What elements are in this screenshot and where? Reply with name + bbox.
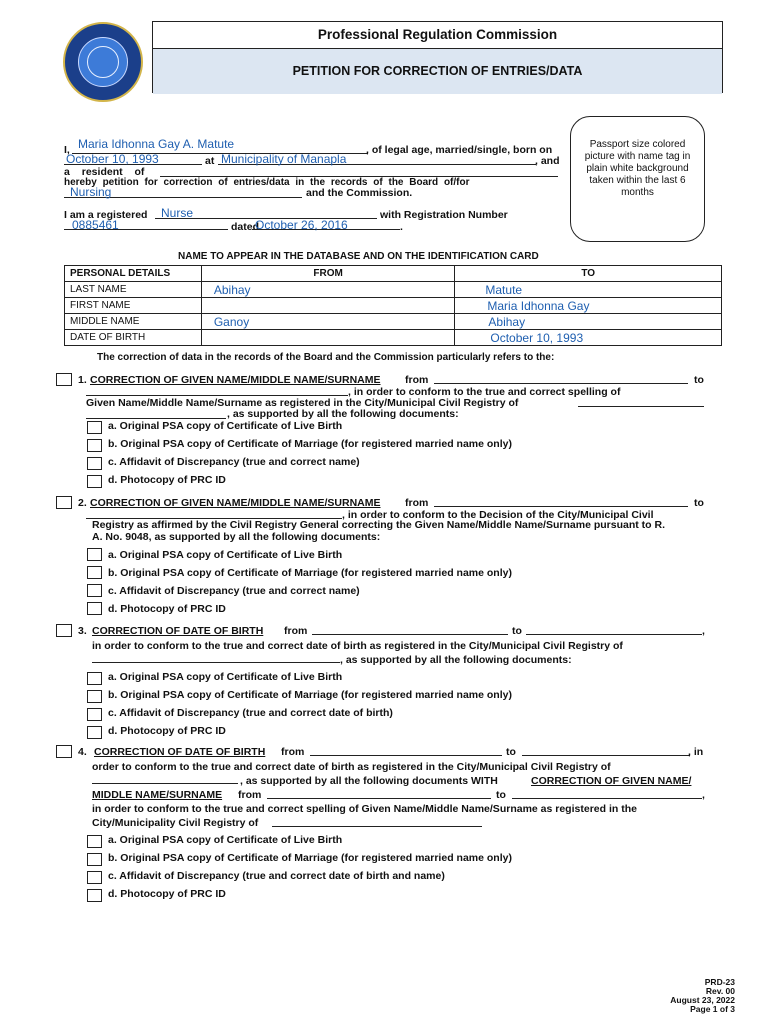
row-label: DATE OF BIRTH bbox=[65, 330, 202, 346]
from-cell[interactable]: Abihay bbox=[201, 282, 455, 298]
to-cell[interactable]: October 10, 1993 bbox=[455, 330, 722, 346]
sec4-doc-a-checkbox[interactable] bbox=[87, 835, 102, 848]
section-2-line4: A. No. 9048, as supported by all the following documents: bbox=[92, 531, 381, 543]
sec1-doc-c: c. Affidavit of Discrepancy (true and correct name) bbox=[108, 456, 360, 468]
sec3-doc-a-checkbox[interactable] bbox=[87, 672, 102, 685]
section-3-line2: in order to conform to the true and correct date of birth as registered in the City/Municipal Civil Registry of bbox=[92, 640, 623, 652]
petition-text: hereby petition for correction of entries/data in the records of the Board of/for bbox=[64, 177, 470, 188]
header-box bbox=[152, 21, 723, 93]
to-cell[interactable]: Matute bbox=[455, 282, 722, 298]
section-1-line4: , as supported by all the following documents: bbox=[227, 408, 459, 420]
revision-date: August 23, 2022 bbox=[670, 995, 735, 1005]
table-caption: NAME TO APPEAR IN THE DATABASE AND ON THE IDENTIFICATION CARD bbox=[178, 251, 539, 262]
and-text: , and bbox=[535, 155, 560, 167]
sec4-doc-c: c. Affidavit of Discrepancy (true and correct date of birth and name) bbox=[108, 870, 445, 882]
from-cell[interactable] bbox=[201, 298, 455, 314]
profession-value[interactable]: Nurse bbox=[161, 206, 194, 220]
section-4-from-line[interactable] bbox=[310, 755, 502, 756]
sec1-doc-a-checkbox[interactable] bbox=[87, 421, 102, 434]
period-text: . bbox=[400, 221, 403, 233]
section-2-from-line[interactable] bbox=[434, 506, 688, 507]
birth-place[interactable]: Municipality of Manapla bbox=[221, 152, 347, 166]
org-name: Professional Regulation Commission bbox=[153, 22, 722, 49]
section-4-line3a: , as supported by all the following documents WITH bbox=[240, 775, 498, 787]
section-2-from: from bbox=[405, 497, 429, 509]
section-1-line2: , in order to conform to the true and correct spelling of bbox=[348, 386, 621, 398]
section-4-name-to-line[interactable] bbox=[512, 798, 702, 799]
photo-placeholder bbox=[570, 116, 705, 242]
sec3-doc-b-checkbox[interactable] bbox=[87, 690, 102, 703]
section-4-line6: City/Municipality Civil Registry of bbox=[92, 817, 259, 829]
petitioner-name[interactable]: Maria Idhonna Gay A. Matute bbox=[78, 137, 235, 151]
sec2-doc-c-checkbox[interactable] bbox=[87, 584, 102, 597]
board-value[interactable]: Nursing bbox=[70, 185, 112, 199]
page-number: Page 1 of 3 bbox=[690, 1004, 735, 1014]
section-1-from-line[interactable] bbox=[434, 383, 688, 384]
sec3-doc-b: b. Original PSA copy of Certificate of Marriage (for registered married name only) bbox=[108, 689, 512, 701]
sec1-doc-b: b. Original PSA copy of Certificate of Marriage (for registered married name only) bbox=[108, 438, 512, 450]
section-2-line2: , in order to conform to the Decision of the City/Municipal Civil bbox=[342, 509, 654, 521]
form-code: PRD-23 bbox=[704, 977, 735, 987]
sec3-doc-a: a. Original PSA copy of Certificate of Live Birth bbox=[108, 671, 343, 683]
sec1-doc-a: a. Original PSA copy of Certificate of Live Birth bbox=[108, 420, 343, 432]
dated-label: dated bbox=[231, 221, 260, 233]
sec4-doc-d: d. Photocopy of PRC ID bbox=[108, 888, 226, 900]
section-2-checkbox[interactable] bbox=[56, 496, 72, 509]
section-4-number: 4. bbox=[78, 746, 87, 758]
i-prefix: I, bbox=[64, 144, 70, 156]
section-1-title: CORRECTION OF GIVEN NAME/MIDDLE NAME/SURNAME bbox=[90, 374, 381, 386]
section-4-checkbox[interactable] bbox=[56, 745, 72, 758]
section-4-registry-line[interactable] bbox=[92, 783, 238, 784]
seal-atom-ring bbox=[87, 46, 119, 78]
form-title: PETITION FOR CORRECTION OF ENTRIES/DATA bbox=[153, 49, 722, 94]
to-cell[interactable]: Abihay bbox=[455, 314, 722, 330]
col-header-from: FROM bbox=[201, 266, 455, 282]
sec3-doc-d-checkbox[interactable] bbox=[87, 726, 102, 739]
section-3-from: from bbox=[284, 625, 308, 637]
photo-note: Passport size colored picture with name tag in plain white background taken within the last 6 months bbox=[584, 139, 691, 198]
comma: , bbox=[702, 625, 705, 637]
table-row bbox=[65, 282, 722, 298]
sec1-doc-b-checkbox[interactable] bbox=[87, 439, 102, 452]
section-4-line5: in order to conform to the true and correct spelling of Given Name/Middle Name/Surname as registered in the bbox=[92, 803, 637, 815]
registered-label: I am a registered bbox=[64, 209, 148, 221]
section-4-from: from bbox=[281, 746, 305, 758]
section-2-number: 2. bbox=[78, 497, 87, 509]
row-label: MIDDLE NAME bbox=[65, 314, 202, 330]
section-4-registry-line2[interactable] bbox=[272, 826, 482, 827]
section-1-registry-line[interactable] bbox=[578, 406, 704, 407]
footer-block bbox=[645, 978, 735, 1014]
row-label: FIRST NAME bbox=[65, 298, 202, 314]
sec3-doc-c-checkbox[interactable] bbox=[87, 708, 102, 721]
section-4-line4c: to bbox=[496, 789, 506, 801]
section-4-line4a: MIDDLE NAME/SURNAME bbox=[92, 789, 223, 801]
resident-label: a resident of bbox=[64, 166, 145, 178]
section-3-title: CORRECTION OF DATE OF BIRTH bbox=[92, 625, 264, 637]
section-1-from: from bbox=[405, 374, 429, 386]
legal-age-text: , of legal age, married/single, born on bbox=[366, 144, 553, 156]
section-4-line2: order to conform to the true and correct date of birth as registered in the City/Municipal Civil Registry of bbox=[92, 761, 611, 773]
sec2-doc-d-checkbox[interactable] bbox=[87, 602, 102, 615]
section-3-to-line[interactable] bbox=[526, 634, 702, 635]
from-cell[interactable] bbox=[201, 330, 455, 346]
sec2-doc-c: c. Affidavit of Discrepancy (true and correct name) bbox=[108, 585, 360, 597]
section-3-from-line[interactable] bbox=[312, 634, 508, 635]
section-2-to: to bbox=[694, 497, 704, 509]
sec3-doc-d: d. Photocopy of PRC ID bbox=[108, 725, 226, 737]
section-1-line3: Given Name/Middle Name/Surname as registered in the City/Municipal Civil Registry of bbox=[86, 397, 519, 409]
row-label: LAST NAME bbox=[65, 282, 202, 298]
section-4-line4b: from bbox=[238, 789, 262, 801]
table-row bbox=[65, 298, 722, 314]
sec4-doc-d-checkbox[interactable] bbox=[87, 889, 102, 902]
sec2-doc-d: d. Photocopy of PRC ID bbox=[108, 603, 226, 615]
section-1-to: to bbox=[694, 374, 704, 386]
and-commission-text: and the Commission. bbox=[306, 187, 413, 199]
table-row bbox=[65, 330, 722, 346]
section-1-checkbox[interactable] bbox=[56, 373, 72, 386]
section-3-checkbox[interactable] bbox=[56, 624, 72, 637]
section-3-line3: , as supported by all the following documents: bbox=[340, 654, 572, 666]
from-cell[interactable]: Ganoy bbox=[201, 314, 455, 330]
sec4-doc-c-checkbox[interactable] bbox=[87, 871, 102, 884]
at-label: at bbox=[205, 155, 215, 167]
table-row bbox=[65, 314, 722, 330]
section-4-to: to bbox=[506, 746, 516, 758]
sec2-doc-a: a. Original PSA copy of Certificate of Live Birth bbox=[108, 549, 343, 561]
reg-date-value[interactable]: October 26, 2016 bbox=[255, 218, 348, 232]
section-1-to-line[interactable] bbox=[86, 395, 348, 396]
sec4-doc-a: a. Original PSA copy of Certificate of Live Birth bbox=[108, 834, 343, 846]
to-cell[interactable]: Maria Idhonna Gay bbox=[455, 298, 722, 314]
sec2-doc-b: b. Original PSA copy of Certificate of Marriage (for registered married name only) bbox=[108, 567, 512, 579]
section-3-to: to bbox=[512, 625, 522, 637]
section-4-line3b: CORRECTION OF GIVEN NAME/ bbox=[531, 775, 692, 787]
section-3-registry-line[interactable] bbox=[92, 662, 340, 663]
col-header-details: PERSONAL DETAILS bbox=[65, 266, 202, 282]
section-3-number: 3. bbox=[78, 625, 87, 637]
col-header-to: TO bbox=[455, 266, 722, 282]
section-4-name-from-line[interactable] bbox=[267, 798, 491, 799]
sec4-doc-b-checkbox[interactable] bbox=[87, 853, 102, 866]
sec2-doc-a-checkbox[interactable] bbox=[87, 548, 102, 561]
comma: , bbox=[702, 789, 705, 801]
sec1-doc-d: d. Photocopy of PRC ID bbox=[108, 474, 226, 486]
sec4-doc-b: b. Original PSA copy of Certificate of Marriage (for registered married name only) bbox=[108, 852, 512, 864]
prc-logo-seal bbox=[63, 22, 143, 102]
sec1-doc-d-checkbox[interactable] bbox=[87, 475, 102, 488]
section-4-to-line[interactable] bbox=[522, 755, 690, 756]
sec3-doc-c: c. Affidavit of Discrepancy (true and correct date of birth) bbox=[108, 707, 393, 719]
sec2-doc-b-checkbox[interactable] bbox=[87, 566, 102, 579]
section-2-line3: Registry as affirmed by the Civil Registry General correcting the Given Name/Middle Name/Surname pursuant to R. bbox=[92, 519, 665, 531]
section-4-in: , in bbox=[688, 746, 704, 758]
reg-number-value[interactable]: 0885461 bbox=[72, 218, 119, 232]
section-1-registry-line2[interactable] bbox=[86, 418, 226, 419]
section-2-title: CORRECTION OF GIVEN NAME/MIDDLE NAME/SURNAME bbox=[90, 497, 381, 509]
table-header-row bbox=[65, 266, 722, 282]
sec1-doc-c-checkbox[interactable] bbox=[87, 457, 102, 470]
intro-text: The correction of data in the records of the Board and the Commission particularly refers to the: bbox=[97, 352, 555, 363]
revision: Rev. 00 bbox=[705, 986, 735, 996]
name-table bbox=[64, 265, 722, 346]
birth-date[interactable]: October 10, 1993 bbox=[66, 152, 159, 166]
reg-number-label: with Registration Number bbox=[380, 209, 508, 221]
section-1-number: 1. bbox=[78, 374, 87, 386]
section-4-title: CORRECTION OF DATE OF BIRTH bbox=[94, 746, 266, 758]
